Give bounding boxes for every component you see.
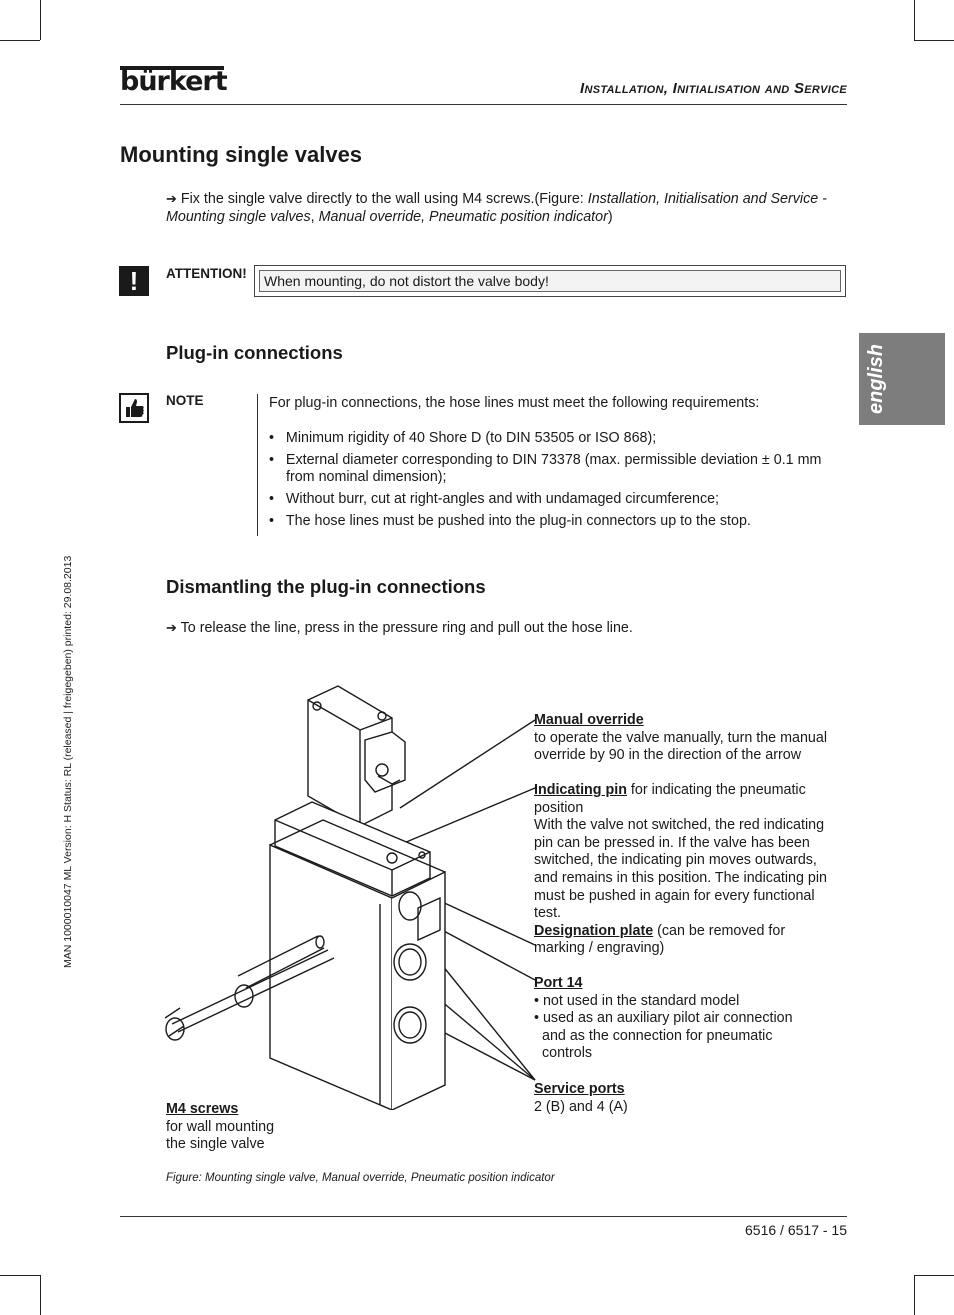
port-14-line: • not used in the standard model	[534, 992, 740, 1009]
section-title: Installation, Initialisation and Service	[580, 80, 847, 97]
language-tab-label: english	[865, 344, 887, 415]
indicating-pin-line: switched, the indicating pin moves outwards,	[534, 852, 817, 869]
indicating-pin-line: With the valve not switched, the red indicating	[534, 817, 825, 834]
indicating-pin-text: for indicating the pneumatic	[626, 782, 806, 798]
attention-box	[254, 265, 846, 297]
list-item: • The hose lines must be pushed into the plug-in connectors up to the stop.	[269, 513, 751, 529]
port-14-line: controls	[542, 1045, 593, 1062]
manual-override-text: override by 90 in the direction of the arrow	[534, 747, 802, 764]
brand-logo: bürkert	[120, 66, 227, 97]
thumbs-up-icon	[119, 393, 149, 423]
screw-head-icon	[235, 985, 253, 1007]
instruction-sep: ,	[310, 209, 319, 225]
list-item-text: Without burr, cut at right-angles and with undamaged circumference;	[285, 491, 720, 507]
mounting-instruction	[166, 190, 851, 226]
crop-mark	[914, 0, 915, 40]
list-item-text: External diameter corresponding to DIN 73378 (max. permissible deviation ± 0.1 mm	[285, 452, 822, 468]
page-title: Mounting single valves	[120, 142, 363, 167]
header-rule	[120, 104, 847, 105]
crop-mark	[40, 0, 41, 40]
instruction-ref: Installation, Initialisation and Service - Mounting single valves	[166, 191, 827, 225]
leader-line	[400, 720, 535, 808]
indicating-pin-title: Indicating pin	[534, 782, 627, 798]
list-item: • Minimum rigidity of 40 Shore D (to DIN 53505 or ISO 868);	[269, 430, 657, 446]
indicating-pin-line: pin can be pressed in. If the valve has been	[534, 834, 810, 851]
crop-mark	[40, 1275, 41, 1315]
list-item: • External diameter corresponding to DIN 73378 (max. permissible deviation ± 0.1 mm	[269, 452, 822, 468]
leader-line	[438, 900, 535, 945]
port-14-title: Port 14	[534, 975, 583, 991]
callout-m4-screws	[166, 1101, 366, 1154]
language-tab	[859, 333, 945, 425]
indicating-pin-line: and remains in this position. The indicating pin	[534, 869, 827, 886]
attention-text: When mounting, do not distort the valve body!	[259, 270, 841, 292]
dismantling-instruction	[166, 619, 633, 637]
crop-mark	[0, 40, 40, 41]
m4-screws-line: the single valve	[166, 1136, 265, 1153]
instruction-ref2: Manual override, Pneumatic position indicator	[318, 209, 608, 225]
document-meta: MAN 1000010047 ML Version: H Status: RL (released | freigegeben) printed: 29.08.2013	[62, 555, 74, 968]
list-item-text: Minimum rigidity of 40 Shore D (to DIN 53505 or ISO 868);	[285, 430, 657, 446]
port-14-line: and as the connection for pneumatic	[542, 1027, 773, 1044]
callout-port-14	[534, 975, 844, 1063]
service-ports-text: 2 (B) and 4 (A)	[534, 1098, 628, 1115]
plugin-title: Plug-in connections	[166, 342, 343, 363]
designation-title: Designation plate	[534, 922, 654, 939]
callout-service-ports	[534, 1081, 844, 1116]
port-14-line: • used as an auxiliary pilot air connection	[534, 1010, 793, 1027]
crop-mark	[0, 1275, 40, 1276]
list-item-text: The hose lines must be pushed into the plug-in connectors up to the stop.	[285, 513, 751, 529]
indicating-pin-line: position	[534, 799, 584, 816]
arrow-icon: ➔	[166, 191, 177, 206]
leader-line	[442, 965, 535, 1080]
leader-line	[440, 1000, 535, 1080]
screw-head-icon	[166, 1018, 184, 1040]
service-ports-title: Service ports	[534, 1081, 625, 1097]
indicating-pin-line: must be pushed in again for every functional	[534, 887, 815, 904]
page-number: 6516 / 6517 - 15	[745, 1222, 847, 1238]
note-divider	[257, 394, 258, 536]
connector-plug	[365, 732, 405, 792]
indicating-pin-line: test.	[534, 905, 562, 922]
figure-caption: Figure: Mounting single valve, Manual override, Pneumatic position indicator	[166, 1172, 555, 1184]
instruction-prefix: Fix the single valve directly to the wall using M4 screws.(Figure:	[180, 191, 588, 207]
list-item-continuation: from nominal dimension);	[286, 469, 447, 485]
designation-text: marking / engraving)	[534, 940, 665, 957]
warning-icon: !	[119, 266, 149, 296]
leader-line	[392, 788, 535, 848]
thumbs-up-icon-glyph	[121, 395, 147, 421]
callout-manual-override	[534, 712, 844, 765]
callout-indicating-pin	[534, 782, 844, 958]
m4-screws-line: for wall mounting	[166, 1118, 275, 1135]
note-label: NOTE	[166, 393, 204, 408]
footer-rule	[120, 1216, 847, 1217]
manual-override-text: to operate the valve manually, turn the manual	[534, 729, 827, 746]
dismantling-title: Dismantling the plug-in connections	[166, 576, 486, 597]
list-item: • Without burr, cut at right-angles and with undamaged circumference;	[269, 491, 720, 507]
m4-screws-title: M4 screws	[166, 1101, 239, 1117]
crop-mark	[914, 40, 954, 41]
arrow-icon: ➔	[166, 620, 177, 635]
dismantling-text: To release the line, press in the pressure ring and pull out the hose line.	[180, 620, 633, 636]
designation-text: (can be removed for	[653, 922, 786, 939]
crop-mark	[914, 1275, 954, 1276]
valve-drawing	[160, 680, 540, 1110]
instruction-suffix: )	[607, 209, 613, 225]
leader-line	[442, 930, 535, 980]
manual-override-title: Manual override	[534, 712, 644, 728]
attention-label: ATTENTION!	[166, 266, 247, 281]
note-intro: For plug-in connections, the hose lines must meet the following requirements:	[269, 395, 760, 411]
crop-mark	[914, 1275, 915, 1315]
